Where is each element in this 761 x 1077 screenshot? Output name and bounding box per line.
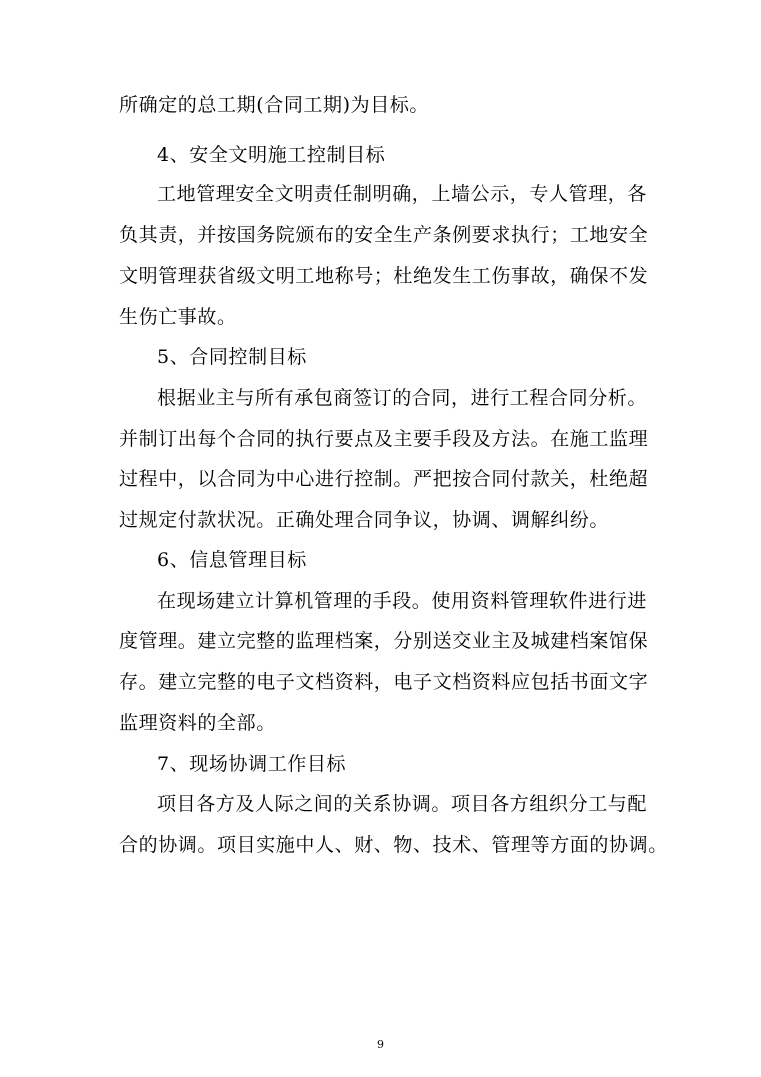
section-4-line-4: 生伤亡事故。 [119, 306, 237, 328]
section-7-line-1: 项目各方及人际之间的关系协调。项目各方组织分工与配 [157, 793, 648, 815]
section-7-heading: 7、现场协调工作目标 [157, 753, 347, 775]
section-6-line-2: 度管理。建立完整的监理档案，分别送交业主及城建档案馆保 [119, 630, 649, 652]
section-4-line-1: 工地管理安全文明责任制明确，上墙公示，专人管理，各 [157, 183, 648, 205]
intro-line: 所确定的总工期(合同工期)为目标。 [119, 94, 430, 116]
section-5-line-2: 并制订出每个合同的执行要点及主要手段及方法。在施工监理 [119, 428, 649, 450]
section-6-line-3: 存。建立完整的电子文档资料，电子文档资料应包括书面文字 [119, 671, 649, 693]
section-6-heading: 6、信息管理目标 [157, 549, 307, 571]
section-4-line-3: 文明管理获省级文明工地称号；杜绝发生工伤事故，确保不发 [119, 265, 649, 287]
section-5-line-3: 过程中，以合同为中心进行控制。严把按合同付款关，杜绝超 [119, 468, 649, 490]
section-6-line-1: 在现场建立计算机管理的手段。使用资料管理软件进行进 [157, 590, 648, 612]
page-number: 9 [377, 1038, 384, 1051]
section-5-line-1: 根据业主与所有承包商签订的合同，进行工程合同分析。 [157, 387, 648, 409]
section-4-heading: 4、安全文明施工控制目标 [157, 144, 386, 166]
section-5-line-4: 过规定付款状况。正确处理合同争议，协调、调解纠纷。 [119, 509, 610, 531]
section-5-heading: 5、合同控制目标 [157, 346, 307, 368]
section-7-line-2: 合的协调。项目实施中人、财、物、技术、管理等方面的协调。 [119, 834, 668, 856]
section-4-line-2: 负其责，并按国务院颁布的安全生产条例要求执行；工地安全 [119, 224, 649, 246]
section-6-line-4: 监理资料的全部。 [119, 712, 276, 734]
